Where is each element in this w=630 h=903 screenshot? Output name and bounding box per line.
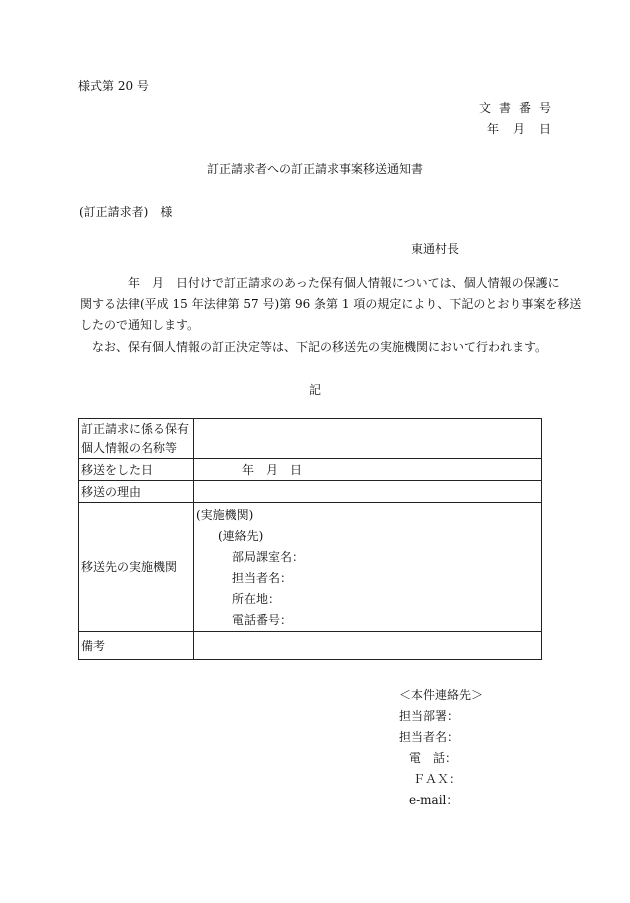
form-number: 様式第 20 号 [78, 79, 149, 93]
transfer-info-table [78, 418, 542, 660]
body-line: 年 月 日付けで訂正請求のあった保有個人情報については、個人情報の保護に [80, 276, 560, 290]
date-year: 年 [486, 122, 499, 136]
transfer-date-year: 年 [242, 462, 255, 477]
table-row [79, 503, 542, 632]
row-label-destination: 移送先の実施機関 [79, 503, 194, 632]
dest-org: (実施機関) [196, 508, 254, 522]
ki-heading: 記 [308, 383, 321, 397]
date-day: 日 [538, 122, 551, 136]
dest-address: 所在地： [232, 592, 281, 606]
info-name-value [194, 419, 542, 459]
dest-dept: 部局課室名： [232, 550, 305, 564]
addressee: (訂正請求者) 様 [79, 205, 173, 219]
row-label-transfer-reason: 移送の理由 [79, 481, 194, 503]
contact-block [399, 685, 519, 811]
transfer-reason-value [194, 481, 542, 503]
contact-person: 担当者名： [399, 730, 460, 744]
dest-person: 担当者名： [232, 571, 293, 585]
contact-fax: ＦＡＸ： [413, 772, 462, 786]
row-label-remarks: 備考 [79, 632, 194, 660]
label-line: 訂正請求に係る保有 [81, 421, 190, 436]
body-paragraph-1 [80, 273, 582, 336]
document-number: 文書番号 [478, 101, 559, 115]
document-title: 訂正請求者への訂正請求事案移送通知書 [206, 162, 423, 176]
contact-email: e-mail： [409, 793, 459, 807]
document-date [473, 123, 551, 135]
transfer-date-value [194, 459, 542, 481]
contact-dept: 担当部署： [399, 709, 460, 723]
date-month: 月 [512, 122, 525, 136]
body-line: したので通知します。 [80, 318, 200, 332]
table-row [79, 632, 542, 660]
transfer-date-day: 日 [290, 462, 303, 477]
row-label-info-name [79, 419, 194, 459]
dest-contact: (連絡先) [218, 529, 264, 543]
contact-header: ＜本件連絡先＞ [399, 688, 484, 702]
contact-phone: 電 話： [409, 751, 458, 765]
table-row [79, 459, 542, 481]
body-paragraph-2 [80, 337, 552, 358]
table-row [79, 481, 542, 503]
sender: 東通村長 [411, 242, 460, 256]
transfer-date-month: 月 [266, 462, 279, 477]
body-line: 関する法律(平成 15 年法律第 57 号)第 96 条第 1 項の規定により、下記のとおり事案を移送 [80, 297, 582, 311]
table-row [79, 419, 542, 459]
label-line: 個人情報の名称等 [81, 440, 178, 455]
body-line: なお、保有個人情報の訂正決定等は、下記の移送先の実施機関において行われます。 [80, 340, 548, 354]
destination-value [194, 503, 542, 632]
row-label-transfer-date: 移送をした日 [79, 459, 194, 481]
remarks-value [194, 632, 542, 660]
dest-phone: 電話番号： [232, 613, 293, 627]
